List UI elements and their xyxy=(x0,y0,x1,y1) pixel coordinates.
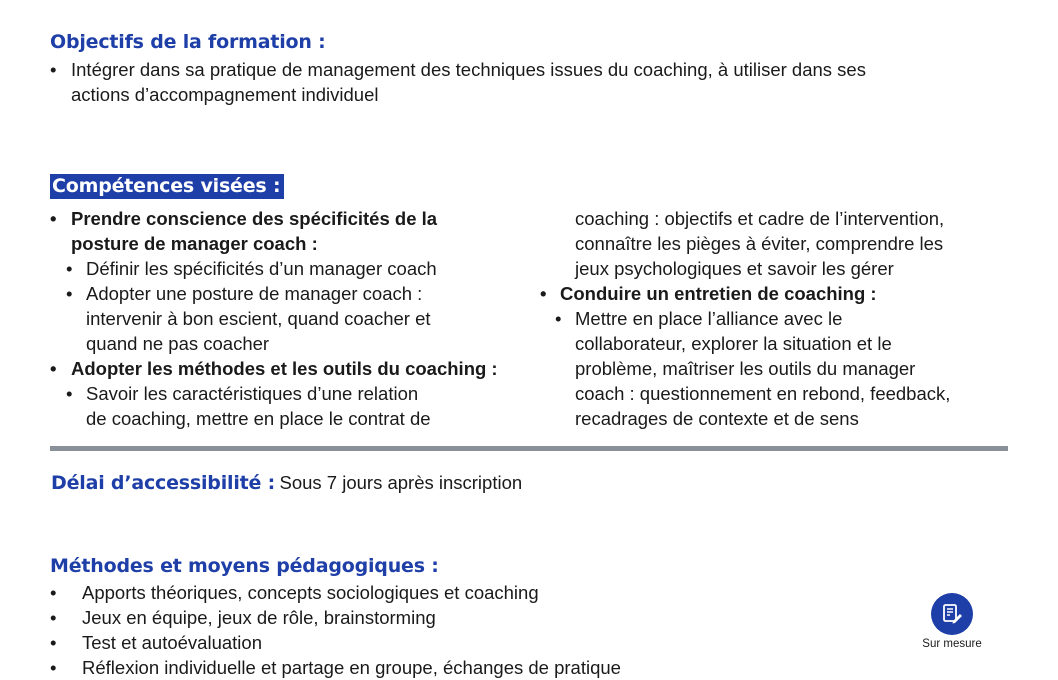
section-divider xyxy=(50,446,1008,451)
edit-document-icon xyxy=(931,593,973,635)
competence-subitem: • Mettre en place l’alliance avec le xyxy=(555,308,843,329)
competence-subitem-continued: coach : questionnement en rebond, feedback, xyxy=(575,383,951,404)
competence-subitem-continued: collaborateur, explorer la situation et le xyxy=(575,333,892,354)
competence-item: • Adopter les méthodes et les outils du coaching : xyxy=(50,358,498,379)
sub-bullet-icon: • xyxy=(555,308,562,329)
bullet-icon: • xyxy=(540,283,547,304)
custom-badge-label: Sur mesure xyxy=(922,638,982,650)
bullet-icon: • xyxy=(50,657,57,678)
competence-subitem: • Savoir les caractéristiques d’une relation xyxy=(66,383,419,404)
objectives-item: • Intégrer dans sa pratique de management des techniques issues du coaching, à utiliser dans ses xyxy=(50,59,866,80)
methods-item: • Apports théoriques, concepts sociologiques et coaching xyxy=(50,582,539,603)
bullet-icon: • xyxy=(50,582,57,603)
competence-subitem-continued: coaching : objectifs et cadre de l’intervention, xyxy=(575,208,945,229)
competence-subitem-continued: recadrages de contexte et de sens xyxy=(575,408,859,429)
methods-item: • Réflexion individuelle et partage en groupe, échanges de pratique xyxy=(50,657,621,678)
bullet-icon: • xyxy=(50,208,57,229)
bullet-icon: • xyxy=(50,358,57,379)
access-delay xyxy=(51,472,522,494)
methods-item: • Test et autoévaluation xyxy=(50,632,262,653)
bullet-icon: • xyxy=(50,632,57,653)
bullet-icon: • xyxy=(50,59,57,80)
methods-heading: Méthodes et moyens pédagogiques : xyxy=(50,555,439,577)
competence-item: • Prendre conscience des spécificités de la xyxy=(50,208,438,229)
competence-subitem-continued: problème, maîtriser les outils du manager xyxy=(575,358,916,379)
competence-subitem-continued: de coaching, mettre en place le contrat de xyxy=(86,408,431,429)
sub-bullet-icon: • xyxy=(66,258,73,279)
sub-bullet-icon: • xyxy=(66,283,73,304)
competence-item: • Conduire un entretien de coaching : xyxy=(540,283,877,304)
methods-list xyxy=(50,580,621,680)
competence-subitem-continued: quand ne pas coacher xyxy=(86,333,270,354)
custom-badge xyxy=(916,593,988,650)
objectives-list xyxy=(50,57,866,107)
competence-subitem: • Adopter une posture de manager coach : xyxy=(66,283,423,304)
competence-subitem: • Définir les spécificités d’un manager coach xyxy=(66,258,437,279)
competence-subitem-continued: intervenir à bon escient, quand coacher et xyxy=(86,308,431,329)
competences-heading: Compétences visées : xyxy=(50,174,284,199)
competences-right-column xyxy=(540,206,1020,431)
access-value: Sous 7 jours après inscription xyxy=(279,472,523,493)
competence-subitem-continued: connaître les pièges à éviter, comprendre les xyxy=(575,233,944,254)
sub-bullet-icon: • xyxy=(66,383,73,404)
bullet-icon: • xyxy=(50,607,57,628)
competence-item-continued: posture de manager coach : xyxy=(71,233,318,254)
access-heading: Délai d’accessibilité : xyxy=(51,472,276,494)
objectives-item-continued: actions d’accompagnement individuel xyxy=(71,84,379,105)
methods-item: • Jeux en équipe, jeux de rôle, brainstorming xyxy=(50,607,436,628)
objectives-heading: Objectifs de la formation : xyxy=(50,31,326,53)
competences-left-column xyxy=(50,206,550,431)
competence-subitem-continued: jeux psychologiques et savoir les gérer xyxy=(575,258,894,279)
